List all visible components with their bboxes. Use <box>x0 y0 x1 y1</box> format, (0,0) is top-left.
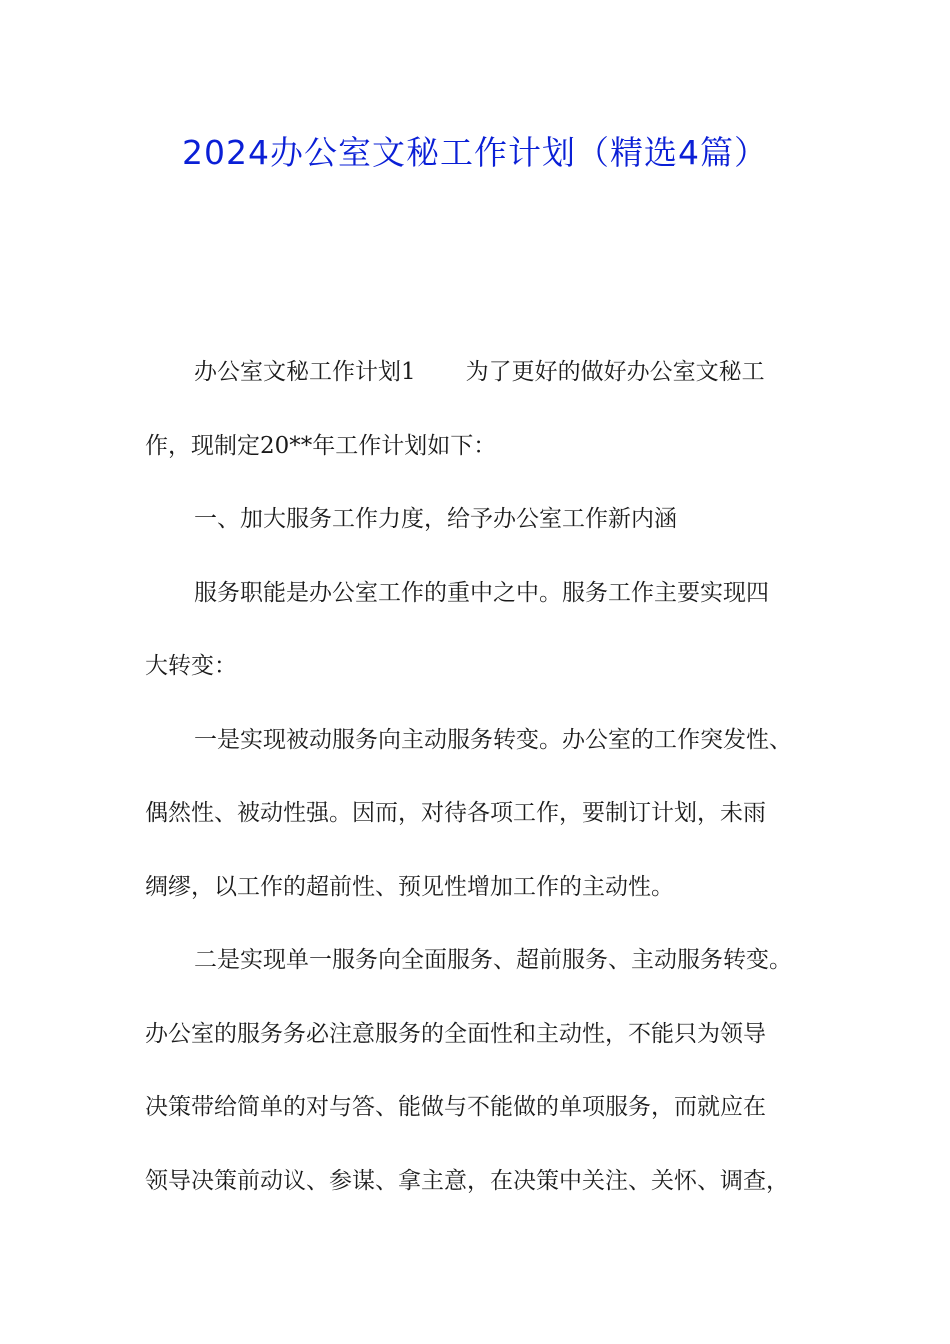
paragraph-line-1 <box>145 336 825 410</box>
paragraph-line-7: 偶然性、被动性强。因而，对待各项工作，要制订计划，未雨 <box>145 800 766 826</box>
paragraph-line-2: 作，现制定20**年工作计划如下： <box>145 432 497 459</box>
document-body <box>145 336 825 1218</box>
paragraph-line-5: 大转变： <box>145 653 237 679</box>
paragraph-text: 为了更好的做好办公室文秘工 <box>465 359 765 385</box>
paragraph-line-8: 绸缪，以工作的超前性、预见性增加工作的主动性。 <box>145 873 674 900</box>
paragraph-line-11: 决策带给简单的对与答、能做与不能做的单项服务，而就应在 <box>145 1094 766 1120</box>
section-heading: 一、加大服务工作力度，给予办公室工作新内涵 <box>194 506 677 532</box>
paragraph-line-12: 领导决策前动议、参谋、拿主意，在决策中关注、关怀、调查， <box>145 1167 789 1194</box>
paragraph-line-10: 办公室的服务务必注意服务的全面性和主动性，不能只为领导 <box>145 1020 766 1047</box>
paragraph-line-6: 一是实现被动服务向主动服务转变。办公室的工作突发性、 <box>194 726 792 753</box>
paragraph-line-4: 服务职能是办公室工作的重中之中。服务工作主要实现四 <box>194 579 769 606</box>
document-title: 2024办公室文秘工作计划（精选4篇） <box>182 133 768 172</box>
paragraph-line-9: 二是实现单一服务向全面服务、超前服务、主动服务转变。 <box>194 947 792 973</box>
section-heading-inline: 办公室文秘工作计划1 <box>194 359 416 385</box>
